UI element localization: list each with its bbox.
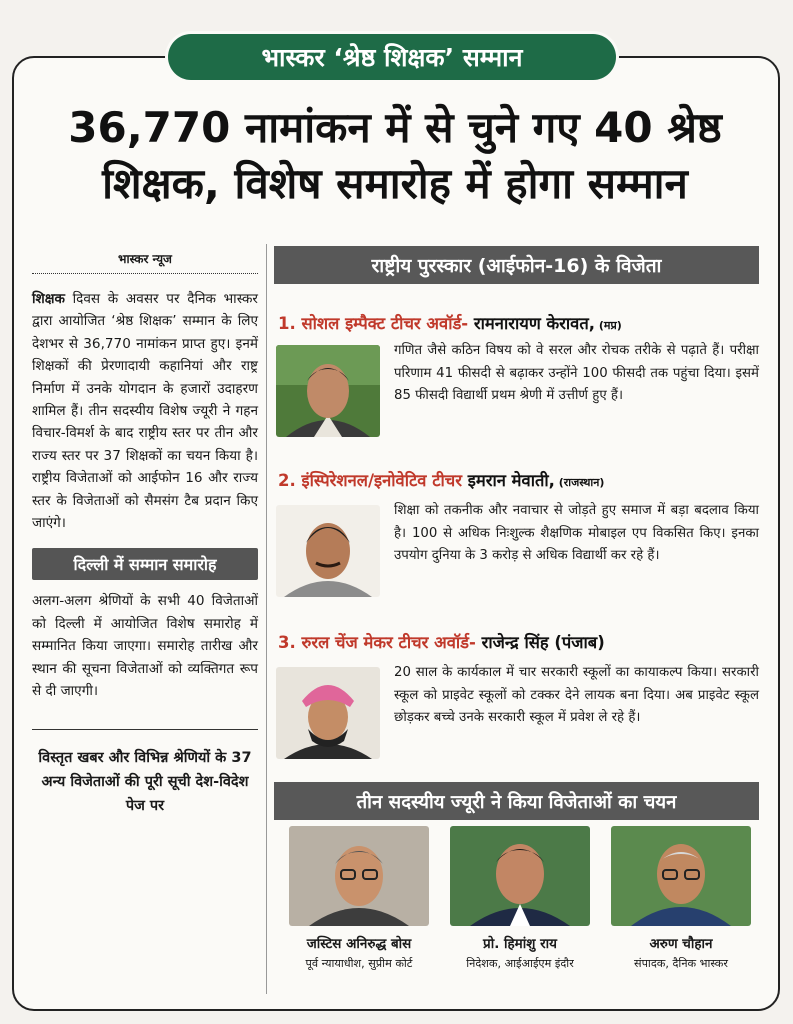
left-column [32,244,258,818]
headline [30,100,760,212]
award-2-category: 2. इंस्पिरेशनल/इनोवेटिव टीचर [278,471,463,490]
delhi-ceremony-subhead: दिल्ली में सम्मान समारोह [32,548,258,580]
award-2-title [278,468,604,491]
jury-3-name: अरुण चौहान [649,936,713,952]
headline-line-1: 36,770 नामांकन में से चुने गए 40 श्रेष्ठ [68,103,722,152]
award-1-category: 1. सोशल इम्पैक्ट टीचर अवॉर्ड- [278,314,469,333]
jury-1-role: पूर्व न्यायाधीश, सुप्रीम कोर्ट [305,957,413,970]
jury-banner: तीन सदस्यीय ज्यूरी ने किया विजेताओं का चयन [274,782,759,820]
jury-2-photo [450,826,590,926]
award-2-description: शिक्षा को तकनीक और नवाचार से जोड़ते हुए समाज में बड़ा बदलाव किया है। 100 से अधिक निःशुल्क शैक्षणिक मोबाइल एप विकसित किए। इनका उपयोग दुनिया के 3 करोड़ से अधिक विद्यार्थी कर रहे हैं। [394,503,759,563]
jury-3-role: संपादक, दैनिक भास्कर [634,957,728,970]
award-1-winner: रामनारायण केरावत, [468,314,596,333]
jury-1-name: जस्टिस अनिरुद्ध बोस [306,936,412,952]
award-2-state: (राजस्थान) [554,476,605,489]
jury-member-2 [445,826,595,971]
jury-3-photo [611,826,751,926]
winner-1-photo [276,345,380,437]
ceremony-paragraph: अलग-अलग श्रेणियों के सभी 40 विजेताओं को दिल्ली में आयोजित विशेष समारोह में सम्मानित किया जाएगा। समारोह तारीख और स्थान की सूचना विजेताओं को व्यक्तिगत रूप से दी जाएगी। [32,593,258,700]
intro-paragraph [32,288,258,534]
jury-2-name: प्रो. हिमांशु राय [483,936,557,952]
award-3-title [278,630,605,653]
byline: भास्कर न्यूज [32,244,258,274]
headline-line-2: शिक्षक, विशेष समारोह में होगा सम्मान [102,159,688,208]
award-3-description: 20 साल के कार्यकाल में चार सरकारी स्कूलों का कायाकल्प किया। सरकारी स्कूल को प्राइवेट स्कूलों को टक्कर देने लायक बना दिया। अब प्राइवेट स्कूल छोड़कर बच्चे उनके सरकारी स्कूल में प्रवेश ले रहे हैं। [394,665,759,725]
jury-member-3 [606,826,756,971]
award-3-winner: राजेन्द्र सिंह (पंजाब) [475,633,605,652]
award-1-state: (मप्र) [595,319,622,332]
winner-3-photo [276,667,380,759]
award-1-description: गणित जैसे कठिन विषय को वे सरल और रोचक तरीके से पढ़ाते हैं। परीक्षा परिणाम 41 फीसदी से बढ़ाकर उन्होंने 100 फीसदी तक पहुंचा दिया। इसमें 85 फीसदी विद्यार्थी प्रथम श्रेणी में उत्तीर्ण हुए हैं। [394,343,759,403]
winners-banner: राष्ट्रीय पुरस्कार (आईफोन-16) के विजेता [274,246,759,284]
award-1-title [278,311,622,334]
award-3-category: 3. रुरल चेंज मेकर टीचर अवॉर्ड- [278,633,476,652]
jury-2-role: निदेशक, आईआईएम इंदौर [466,957,574,970]
full-list-footnote: विस्तृत खबर और विभिन्न श्रेणियों के 37 अन्य विजेताओं की पूरी सूची देश-विदेश पेज पर [32,729,258,818]
jury-member-1 [284,826,434,971]
lead-word: शिक्षक [32,291,65,307]
column-divider [266,244,267,994]
winner-2-photo [276,505,380,597]
intro-text: दिवस के अवसर पर दैनिक भास्कर द्वारा आयोजित ‘श्रेष्ठ शिक्षक’ सम्मान के लिए देशभर से 36,770 नामांकन प्राप्त हुए। इनमें शिक्षकों की प्रेरणादायी कहानियां और राष्ट्र निर्माण में उनके योगदान के हजारों उदाहरण शामिल हैं। तीन सदस्यीय विशेष ज्यूरी ने गहन विचार-विमर्श के बाद राष्ट्रीय स्तर पर तीन और राज्य स्तर पर 37 शिक्षकों का चयन किया है। राष्ट्रीय विजेताओं को आईफोन 16 और राज्य स्तर के विजेताओं को सैमसंग टैब प्रदान किए जाएंगे। [32,291,258,532]
jury-1-photo [289,826,429,926]
section-tag: भास्कर ‘श्रेष्ठ शिक्षक’ सम्मान [168,34,616,80]
award-2-winner: इमरान मेवाती, [462,471,555,490]
